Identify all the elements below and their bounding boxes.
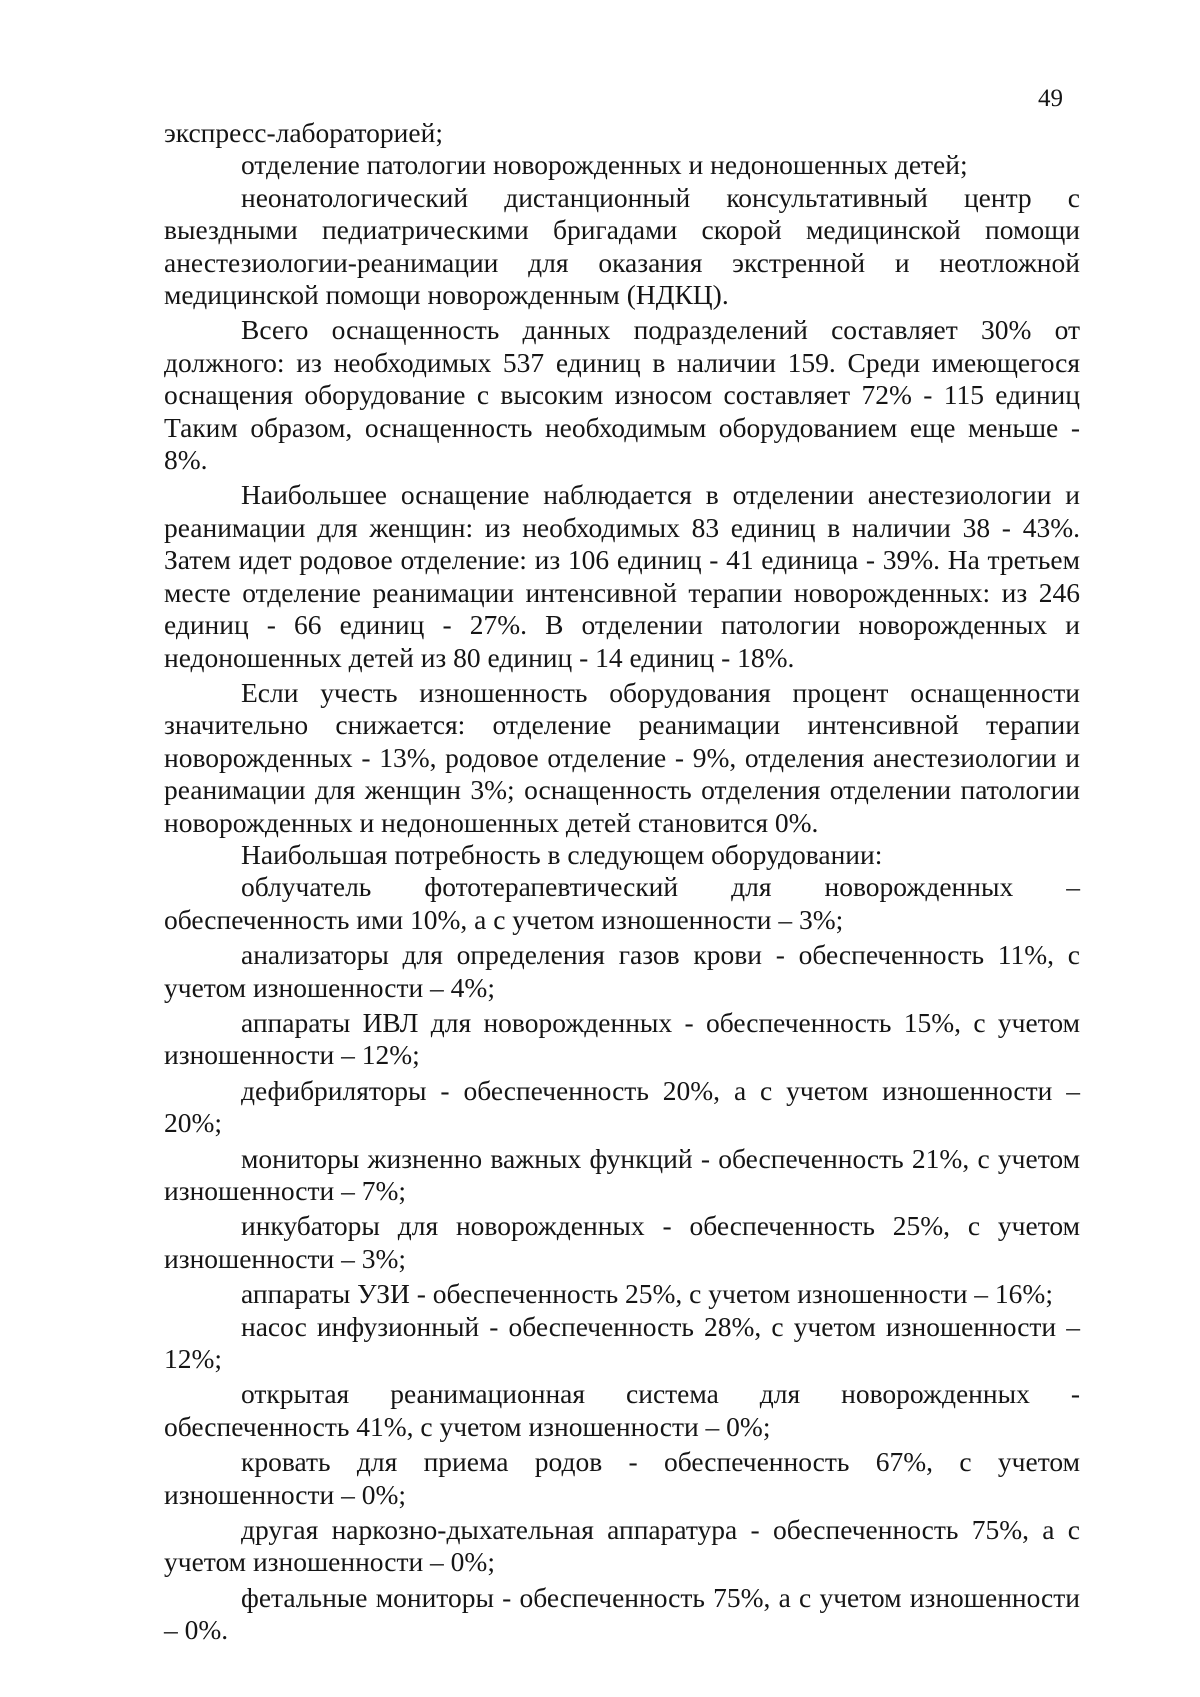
paragraph-ndkc: неонатологический дистанционный консультативный центр с выездными педиатрическими бригадами скорой медицинской помощи анестезиологии-реанимации для оказания экстренной и неотложной медицинской помощи новорожденным (НДКЦ). bbox=[164, 181, 1080, 311]
list-item-delivery-bed: кровать для приема родов - обеспеченность 67%, с учетом изношенности – 0%; bbox=[164, 1446, 1080, 1510]
list-item-defibrillators: дефибриляторы - обеспеченность 20%, а с учетом изношенности – 20%; bbox=[164, 1074, 1080, 1139]
list-item-vital-monitors: мониторы жизненно важных функций - обеспеченность 21%, с учетом изношенности – 7%; bbox=[164, 1142, 1080, 1206]
paragraph-highest-equipment: Наибольшее оснащение наблюдается в отделении анестезиологии и реанимации для женщин: из необходимых 83 единиц в наличии 38 - 43%. Затем идет родовое отделение: из 106 единиц - 41 единица - 39%. На третьем месте отделение реанимации интенсивной терапии новорожденных: из 246 единиц - 66 единиц - 27%. В отделении патологии новорожденных и недоношенных детей из 80 единиц - 14 единиц - 18%. bbox=[164, 479, 1080, 673]
list-item-blood-gas: анализаторы для определения газов крови - обеспеченность 11%, с учетом изношенности – 4%; bbox=[164, 939, 1080, 1003]
list-item-ventilators: аппараты ИВЛ для новорожденных - обеспеченность 15%, с учетом изношенности – 12%; bbox=[164, 1006, 1080, 1071]
list-item-fetal-monitors: фетальные мониторы - обеспеченность 75%, а с учетом изношенности – 0%. bbox=[164, 1581, 1080, 1646]
paragraph-wear-adjusted: Если учесть изношенность оборудования процент оснащенности значительно снижается: отделение реанимации интенсивной терапии новорожденных - 13%, родовое отделение - 9%, отделения анестезиологии и реанимации для женщин 3%; оснащенность отделения отделении патологии новорожденных и недоношенных детей становится 0%. bbox=[164, 676, 1080, 838]
paragraph-express-lab: экспресс-лабораторией; bbox=[164, 117, 443, 148]
paragraph-pathology-department: отделение патологии новорожденных и недоношенных детей; bbox=[241, 149, 968, 181]
paragraph-greatest-need: Наибольшая потребность в следующем оборудовании: bbox=[241, 838, 883, 870]
paragraph-total-equipment: Всего оснащенность данных подразделений составляет 30% от должного: из необходимых 537 единиц в наличии 159. Среди имеющегося оснащения оборудование с высоким износом составляет 72% - 115 единиц Таким образом, оснащенность необходимым оборудованием еще меньше - 8%. bbox=[164, 314, 1080, 476]
list-item-anesthesia-equipment: другая наркозно-дыхательная аппаратура - обеспеченность 75%, а с учетом изношенности – 0%; bbox=[164, 1514, 1080, 1578]
list-item-incubators: инкубаторы для новорожденных - обеспеченность 25%, с учетом изношенности – 3%; bbox=[164, 1210, 1080, 1274]
list-item-infusion-pump: насос инфузионный - обеспеченность 28%, с учетом изношенности – 12%; bbox=[164, 1310, 1080, 1375]
page-number: 49 bbox=[1038, 85, 1063, 112]
list-item-phototherapy: облучатель фототерапевтический для новорожденных – обеспеченность ими 10%, а с учетом изношенности – 3%; bbox=[164, 871, 1080, 935]
list-item-resuscitation-system: открытая реанимационная система для новорожденных - обеспеченность 41%, с учетом изношенности – 0%; bbox=[164, 1378, 1080, 1442]
list-item-ultrasound: аппараты УЗИ - обеспеченность 25%, с учетом изношенности – 16%; bbox=[241, 1278, 1053, 1310]
document-body bbox=[164, 117, 1080, 1647]
